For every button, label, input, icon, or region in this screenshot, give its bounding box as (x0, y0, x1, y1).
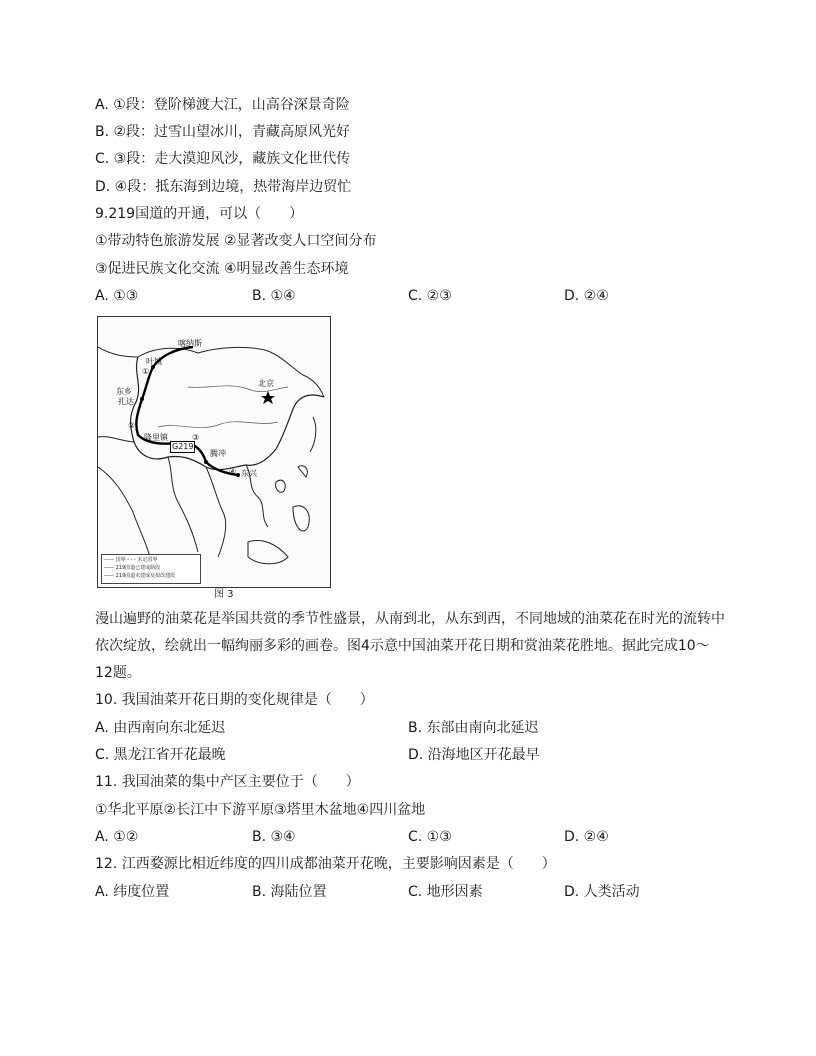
q11-option-b: B. ③④ (252, 829, 296, 845)
map-legend (101, 554, 201, 584)
q9-items-line1: ①带动特色旅游发展 ②显著改变人口空间分布 (95, 233, 377, 249)
q10-option-b: B. 东部由南向北延迟 (408, 720, 539, 736)
q10-stem: 10. 我国油菜开花日期的变化规律是（ ） (95, 692, 374, 708)
q11-option-a: A. ①② (95, 829, 139, 845)
q10-option-c: C. 黑龙江省开花最晚 (95, 747, 226, 763)
q9-option-b: B. ①④ (252, 288, 296, 304)
map-label-dongxing: 东兴 (241, 469, 257, 478)
map-label-lhunze: 隆里镇 (144, 433, 168, 442)
route-219-map (97, 316, 331, 588)
q9-stem: 9.219国道的开通，可以（ ） (95, 206, 304, 222)
q9-option-d: D. ②④ (564, 288, 609, 304)
legend-item-built: —— 219国道已建成路段 (104, 565, 161, 571)
q12-stem: 12. 江西婺源比相近纬度的四川成都油菜开花晚，主要影响因素是（ ） (95, 856, 556, 872)
q9-option-c: C. ②③ (408, 288, 452, 304)
map-label-kanas: 喀纳斯 (178, 339, 202, 348)
q11-stem: 11. 我国油菜的集中产区主要位于（ ） (95, 774, 360, 790)
q10-option-d: D. 沿海地区开花最早 (408, 747, 540, 763)
q9-option-a: A. ①③ (95, 288, 139, 304)
legend-item-border: —— 国界 - - - 未定国界 (104, 557, 158, 563)
map-label-circle2: ② (128, 421, 136, 430)
q8-option-d: D. ④段：抵东海到边境，热带海岸边贸忙 (95, 179, 352, 195)
q10-option-a: A. 由西南向东北延迟 (95, 720, 226, 736)
map-label-tengchong: 腾冲 (210, 449, 226, 458)
q9-items-line2: ③促进民族文化交流 ④明显改善生态环境 (95, 261, 349, 277)
map-label-beijing: 北京 (258, 379, 274, 388)
q11-option-c: C. ①③ (408, 829, 452, 845)
q11-option-d: D. ②④ (564, 829, 609, 845)
map-label-g219-badge: G219 (172, 442, 194, 451)
figure-caption: 图 3 (214, 589, 234, 600)
map-label-circle4: ④ (229, 467, 237, 476)
map-label-bagage: 东乡 (116, 387, 132, 396)
map-label-circle3: ③ (192, 433, 200, 442)
q12-option-b: B. 海陆位置 (252, 884, 327, 900)
legend-item-unbuilt: —— 219国道未建成及拟改建段 (104, 573, 176, 579)
map-label-zhada: 扎达 (118, 397, 134, 406)
map-label-yecheng: 叶城 (146, 357, 162, 366)
reading-passage: 漫山遍野的油菜花是举国共赏的季节性盛景，从南到北，从东到西，不同地域的油菜花在时光的流转中依次绽放，绘就出一幅绚丽多彩的画卷。图4示意中国油菜开花日期和赏油菜花胜地。据此完成10～12题。 (95, 611, 725, 681)
q8-option-b: B. ②段：过雪山望冰川，青藏高原风光好 (95, 124, 351, 140)
q12-option-a: A. 纬度位置 (95, 884, 170, 900)
q8-option-c: C. ③段：走大漠迎风沙，藏族文化世代传 (95, 151, 351, 167)
q8-option-a: A. ①段：登阶梯渡大江，山高谷深景奇险 (95, 97, 350, 113)
q12-option-c: C. 地形因素 (408, 884, 483, 900)
q12-option-d: D. 人类活动 (564, 884, 640, 900)
q11-items: ①华北平原②长江中下游平原③塔里木盆地④四川盆地 (95, 802, 426, 818)
map-label-circle1: ① (142, 367, 150, 376)
